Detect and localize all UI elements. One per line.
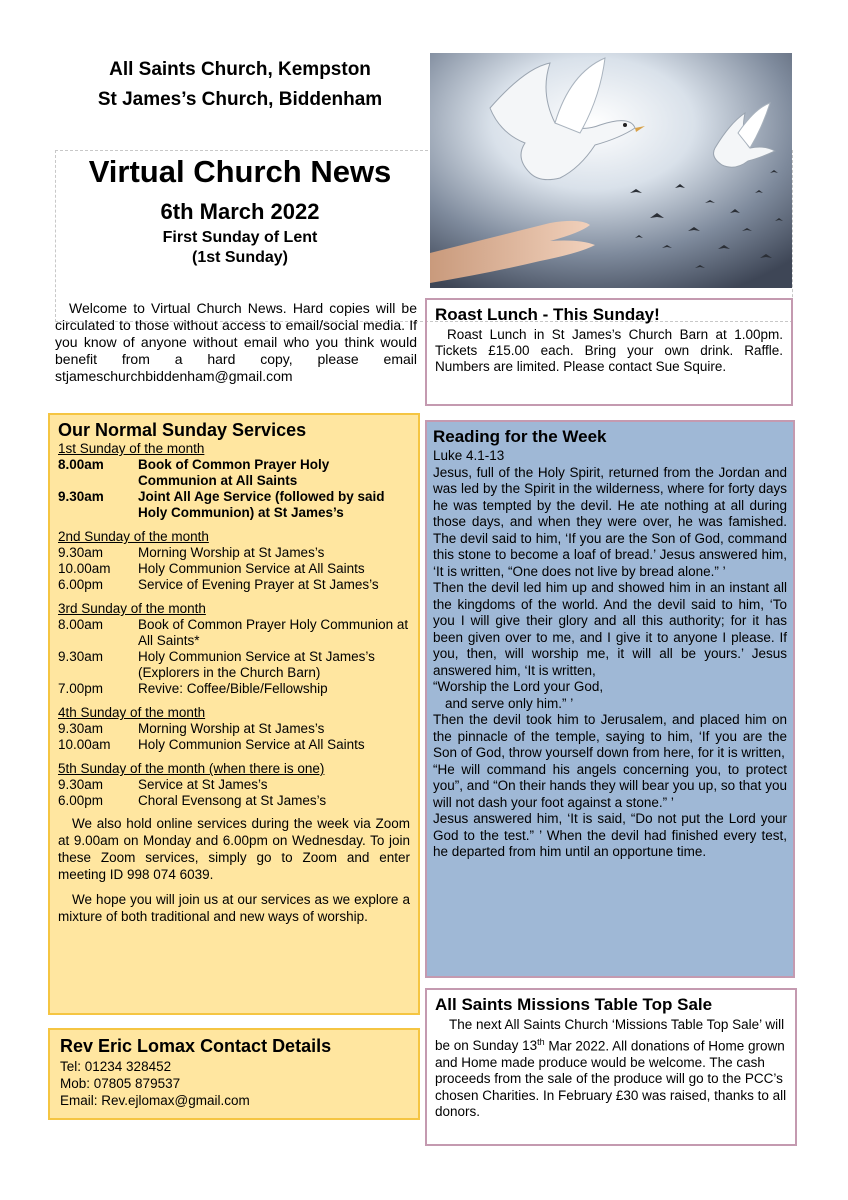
newsletter-title: Virtual Church News — [88, 154, 392, 189]
service-row — [58, 617, 410, 649]
service-description: Revive: Coffee/Bible/Fellowship — [138, 681, 328, 696]
missions-text: The next All Saints Church ‘Missions Table Top Sale’ will be on Sunday 13 — [435, 1017, 785, 1053]
doves-hand-image — [430, 53, 792, 288]
service-description: Morning Worship at St James’s — [138, 545, 325, 560]
services-section-heading: 2nd Sunday of the month — [58, 529, 209, 544]
service-time: 9.30am — [58, 545, 104, 560]
reading-paragraph: Jesus answered him, ‘It is said, “Do not put the Lord your God to the test.” ’ When the devil had finished every test, he departed from him until an opportune time. — [433, 811, 787, 859]
welcome-text — [55, 300, 417, 385]
service-time: 9.30am — [58, 721, 104, 736]
online-services-text: We also hold online services during the week via Zoom at 9.00am on Monday and 6.00pm on Wednesday. To join these Zoom services, simply go to Zoom and enter meeting ID 998 074 6039. — [58, 816, 410, 882]
newsletter-subtitle: First Sunday of Lent — [162, 229, 318, 246]
welcome-paragraph: Welcome to Virtual Church News. Hard copies will be circulated to those without access to email/social media. If you know of anyone without email who you think would benefit from a hard copy, please email stjameschurchbiddenham@gmail.com — [55, 300, 417, 384]
service-row — [58, 561, 410, 577]
service-row — [58, 721, 410, 737]
roast-lunch-body — [435, 327, 783, 375]
service-description: Service of Evening Prayer at St James’s — [138, 577, 379, 592]
reading-paragraph: Then the devil led him up and showed him in an instant all the kingdoms of the world. And the devil said to him, ‘To you I will give their glory and all this authority; for it has been given over to me, and I give it to anyone I please. If you, then, will worship me, it will all be yours.’ Jesus answered him, ‘It is written, — [433, 580, 787, 678]
service-time: 9.30am — [58, 777, 104, 792]
service-row — [58, 545, 410, 561]
sunday-services-panel — [48, 413, 420, 1015]
service-time: 6.00pm — [58, 793, 104, 808]
online-services-paragraph — [58, 815, 410, 883]
reading-title: Reading for the Week — [433, 427, 607, 446]
church-names — [55, 55, 425, 115]
service-description: Holy Communion Service at All Saints — [138, 561, 365, 576]
service-time: 7.00pm — [58, 681, 104, 696]
missions-date-suffix: th — [537, 1036, 545, 1047]
contact-mobile: Mob: 07805 879537 — [60, 1076, 181, 1091]
services-section-heading: 3rd Sunday of the month — [58, 601, 206, 616]
missions-text-cont: Mar 2022. All donations of Home grown and Home made produce would be welcome. The cash proceeds from the sale of the produce will go to the PCC’s chosen Charities. In February £30 was raised, thanks to all donors. — [435, 1038, 787, 1119]
newsletter-heading — [55, 152, 425, 268]
services-section-heading: 5th Sunday of the month (when there is one) — [58, 761, 325, 776]
service-description: Book of Common Prayer Holy Communion at All Saints — [138, 457, 330, 488]
roast-lunch-title: Roast Lunch - This Sunday! — [435, 305, 660, 324]
service-time: 10.00am — [58, 561, 111, 576]
church-name-kempston: All Saints Church, Kempston — [109, 59, 371, 80]
contact-panel — [48, 1028, 420, 1120]
closing-paragraph — [58, 891, 410, 925]
service-row — [58, 793, 410, 809]
service-row — [58, 737, 410, 753]
missions-title: All Saints Missions Table Top Sale — [435, 995, 713, 1014]
service-row — [58, 457, 410, 489]
missions-sale-panel — [425, 988, 797, 1146]
service-row — [58, 489, 410, 521]
roast-lunch-panel — [425, 298, 793, 406]
service-description: Joint All Age Service (followed by said Holy Communion) at St James’s — [138, 489, 385, 520]
reading-verse: and serve only him.” ’ — [445, 695, 574, 711]
service-description: Book of Common Prayer Holy Communion at All Saints* — [138, 617, 409, 648]
reading-paragraph: Jesus, full of the Holy Spirit, returned from the Jordan and was led by the Spirit in the wilderness, where for forty days he was tempted by the devil. He ate nothing at all during those days, and when they were over, he was famished. The devil said to him, ‘If you are the Son of God, command this stone to become a loaf of bread.’ Jesus answered him, ‘It is written, “One does not live by bread alone.” ’ — [433, 464, 787, 579]
services-section-heading: 4th Sunday of the month — [58, 705, 206, 720]
service-row — [58, 681, 410, 697]
reading-verse: “Worship the Lord your God, — [433, 679, 604, 694]
service-time: 10.00am — [58, 737, 111, 752]
reading-paragraph: “He will command his angels concerning you, to protect you”, and “On their hands they will bear you up, so that you will not dash your foot against a stone.” ’ — [433, 761, 787, 810]
contact-email: Email: Rev.ejlomax@gmail.com — [60, 1093, 250, 1108]
contact-phone: Tel: 01234 328452 — [60, 1059, 172, 1074]
service-description: Holy Communion Service at St James’s (Explorers in the Church Barn) — [138, 649, 375, 680]
services-title: Our Normal Sunday Services — [58, 420, 307, 440]
service-time: 6.00pm — [58, 577, 104, 592]
doves-illustration — [430, 53, 792, 288]
missions-body — [435, 1017, 787, 1121]
reading-reference: Luke 4.1-13 — [433, 448, 505, 463]
service-description: Service at St James’s — [138, 777, 268, 792]
service-row — [58, 777, 410, 793]
service-time: 9.30am — [58, 489, 104, 504]
service-time: 8.00am — [58, 457, 104, 472]
service-time: 9.30am — [58, 649, 104, 664]
newsletter-date: 6th March 2022 — [160, 199, 320, 224]
service-row — [58, 649, 410, 681]
roast-lunch-text: Roast Lunch in St James’s Church Barn at 1.00pm. Tickets £15.00 each. Bring your own drink. Raffle. Numbers are limited. Please contact Sue Squire. — [435, 327, 783, 374]
service-description: Morning Worship at St James’s — [138, 721, 325, 736]
contact-title: Rev Eric Lomax Contact Details — [60, 1036, 332, 1056]
service-time: 8.00am — [58, 617, 104, 632]
reading-panel — [425, 420, 795, 978]
service-description: Choral Evensong at St James’s — [138, 793, 327, 808]
reading-paragraph: Then the devil took him to Jerusalem, and placed him on the pinnacle of the temple, saying to him, ‘If you are the Son of God, throw yourself down from here, for it is written, — [433, 712, 787, 760]
church-name-biddenham: St James’s Church, Biddenham — [97, 89, 383, 110]
service-description: Holy Communion Service at All Saints — [138, 737, 365, 752]
service-row — [58, 577, 410, 593]
services-section-heading: 1st Sunday of the month — [58, 441, 205, 456]
newsletter-subtitle-sunday: (1st Sunday) — [191, 249, 288, 266]
closing-text: We hope you will join us at our services as we explore a mixture of both traditional and new ways of worship. — [58, 892, 410, 924]
